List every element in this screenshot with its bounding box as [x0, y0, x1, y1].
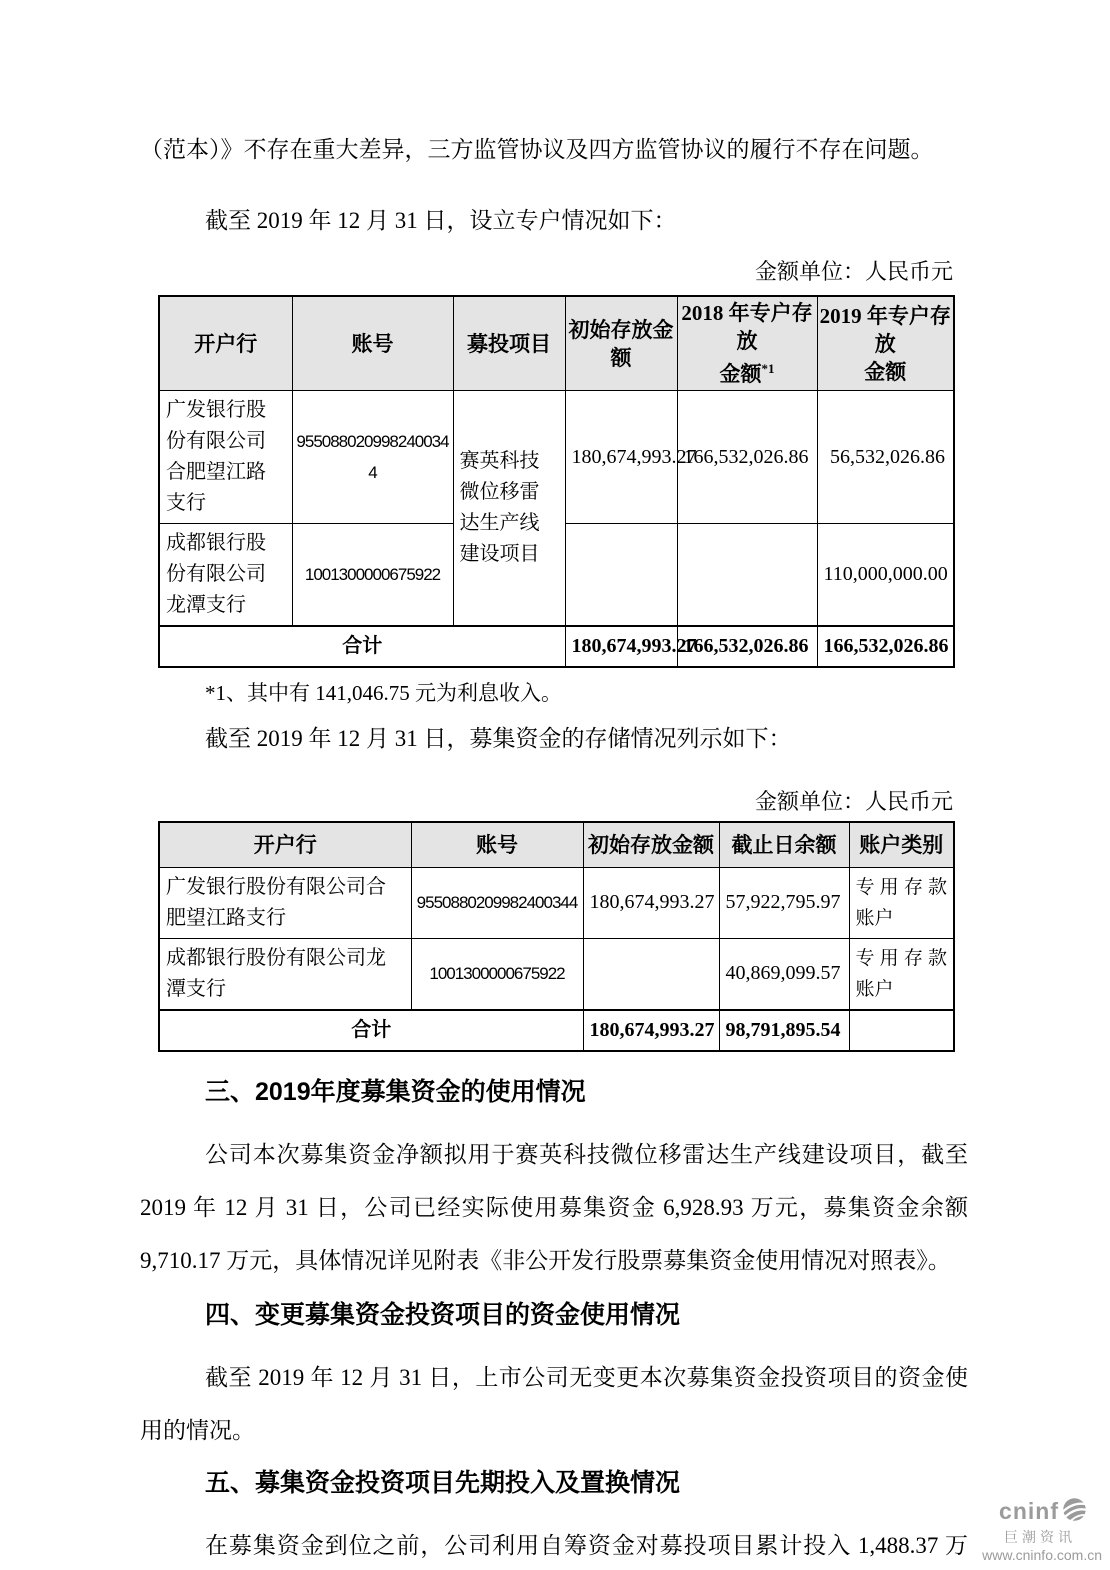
t1-total-2018: 166,532,026.86 — [677, 626, 817, 667]
t2-row1-account: 9550880209982400344 — [411, 867, 583, 938]
t2-total-type — [849, 1010, 954, 1051]
t2-total-initial: 180,674,993.27 — [583, 1010, 719, 1051]
t1-header-2019-line1: 2019 年专户存放 — [819, 303, 951, 356]
table-row — [159, 391, 954, 524]
table1-footnote: *1、其中有 141,046.75 元为利息收入。 — [205, 681, 562, 705]
t2-row1-balance: 57,922,795.97 — [719, 867, 849, 938]
t1-row2-account: 1001300000675922 — [292, 524, 453, 627]
t1-total-2019: 166,532,026.86 — [817, 626, 954, 667]
cninfo-chinese-name: 巨潮资讯 — [1004, 1528, 1076, 1545]
t2-row1-bank: 广发银行股份有限公司合肥望江路支行 — [159, 867, 411, 938]
table-row — [159, 938, 954, 1010]
t1-header-account: 账号 — [292, 296, 453, 391]
t2-total-label: 合计 — [159, 1010, 583, 1051]
section-5-paragraph: 在募集资金到位之前，公司利用自筹资金对募投项目累计投入 1,488.37 万 — [205, 1532, 968, 1558]
t2-header-balance: 截止日余额 — [719, 822, 849, 867]
unit-label-1: 金额单位：人民币元 — [754, 259, 953, 284]
section-4-heading: 四、变更募集资金投资项目的资金使用情况 — [205, 1300, 681, 1329]
t1-header-2018-line1: 2018 年专户存放 — [681, 301, 813, 353]
t2-row2-balance: 40,869,099.57 — [719, 938, 849, 1010]
cninfo-logo-top — [922, 1496, 1088, 1528]
setup-paragraph: 截至 2019 年 12 月 31 日，设立专户情况如下： — [205, 208, 677, 233]
t1-row1-2019: 56,532,026.86 — [817, 391, 954, 524]
table-row — [159, 867, 954, 938]
t2-header-initial: 初始存放金额 — [583, 822, 719, 867]
t1-header-2018-line2: 金额 — [719, 362, 762, 386]
t1-header-bank: 开户行 — [159, 296, 292, 391]
cninfo-swirl-icon — [1061, 1496, 1088, 1528]
t1-row1-account: 9550880209982400344 — [292, 391, 453, 524]
table-header-row — [159, 822, 954, 867]
t1-row1-bank: 广发银行股份有限公司合肥望江路支行 — [159, 391, 292, 524]
t1-header-2018 — [677, 296, 817, 391]
t1-project-cell: 赛英科技微位移雷达生产线建设项目 — [453, 391, 565, 627]
unit-label-2: 金额单位：人民币元 — [754, 789, 953, 814]
footnote-marker: *1 — [761, 361, 775, 376]
t1-row1-initial: 180,674,993.27 — [565, 391, 677, 524]
t1-row1-2018: 166,532,026.86 — [677, 391, 817, 524]
t1-row2-2019: 110,000,000.00 — [817, 524, 954, 627]
t2-header-account: 账号 — [411, 822, 583, 867]
special-account-table — [158, 295, 955, 668]
t2-header-type: 账户类别 — [849, 822, 954, 867]
t2-row2-initial — [583, 938, 719, 1010]
t1-total-label: 合计 — [159, 626, 565, 667]
section-3-paragraph: 公司本次募集资金净额拟用于赛英科技微位移雷达生产线建设项目，截至 2019 年 12 月 31 日，公司已经实际使用募集资金 6,928.93 万元，募集资金余额 9,710.17 万元，具体情况详见附表《非公开发行股票募集资金使用情况对照表》。 — [140, 1141, 969, 1273]
storage-paragraph: 截至 2019 年 12 月 31 日，募集资金的存储情况列示如下： — [205, 726, 792, 751]
section-3-heading: 三、2019年度募集资金的使用情况 — [205, 1077, 586, 1106]
t1-header-initial: 初始存放金额 — [565, 296, 677, 391]
fund-storage-table — [158, 821, 955, 1052]
t2-row1-type: 专用存款账户 — [849, 867, 954, 938]
t2-row1-initial: 180,674,993.27 — [583, 867, 719, 938]
cninfo-brand-text: cninf — [999, 1498, 1059, 1525]
table-total-row — [159, 1010, 954, 1051]
t2-header-bank: 开户行 — [159, 822, 411, 867]
t2-row2-type: 专用存款账户 — [849, 938, 954, 1010]
intro-paragraph: （范本）》不存在重大差异，三方监管协议及四方监管协议的履行不存在问题。 — [140, 137, 934, 162]
t1-total-initial: 180,674,993.27 — [565, 626, 677, 667]
t1-header-2019-line2: 金额 — [864, 359, 907, 384]
cninfo-url: www.cninfo.com.cn — [982, 1546, 1102, 1563]
t2-row2-bank: 成都银行股份有限公司龙潭支行 — [159, 938, 411, 1010]
cninfo-logo — [922, 1496, 1102, 1563]
section-4-paragraph: 截至 2019 年 12 月 31 日，上市公司无变更本次募集资金投资项目的资金使用的情况。 — [140, 1364, 968, 1443]
t1-header-2019 — [817, 296, 954, 391]
t1-row2-2018 — [677, 524, 817, 627]
section-5-heading: 五、募集资金投资项目先期投入及置换情况 — [205, 1468, 681, 1497]
t2-total-balance: 98,791,895.54 — [719, 1010, 849, 1051]
table-total-row — [159, 626, 954, 667]
table-header-row — [159, 296, 954, 391]
t1-header-project: 募投项目 — [453, 296, 565, 391]
t1-row2-bank: 成都银行股份有限公司龙潭支行 — [159, 524, 292, 627]
t1-row2-initial — [565, 524, 677, 627]
t2-row2-account: 1001300000675922 — [411, 938, 583, 1010]
